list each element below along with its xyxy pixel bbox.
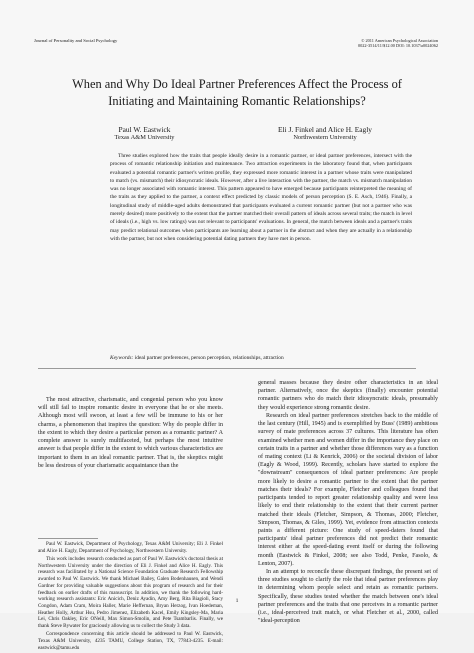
keywords (110, 355, 412, 361)
author-affiliation: Northwestern University (293, 134, 357, 142)
section-divider (38, 368, 416, 369)
abstract-text: Three studies explored how the traits that people ideally desire in a romantic partner, or ideal partner preferences, intersect with the process of romantic relationship initiation and maintenance. Two attraction experiments in the laboratory found that, when participants evaluated a potential romantic partner's written profile, they expressed more romantic interest in a partner whose traits were manipulated to match (vs. mismatch) their idiosyncratic ideals. However, after a live interaction with the partner, the match vs. mismatch manipulation was no longer associated with romantic interest. This pattern appeared to have emerged because participants reinterpreted the meaning of the traits as they applied to the partner, a context effect predicted by classic models of person perception (S. E. Asch, 1946). Finally, a longitudinal study of middle-aged adults demonstrated that participants evaluated a current romantic partner (but not a partner who was merely desired) more positively to the extent that the partner matched their overall pattern of ideals across several traits; the match in level of ideals (i.e., high vs. low ratings) was not relevant to participants' evaluations. In general, the match between ideals and a partner's traits may predict relational outcomes when participants are learning about a partner in the abstract and when they are actually in a relationship with the partner, but not when considering potential dating partners they have met in person. (110, 153, 412, 242)
body-left-column (38, 396, 223, 470)
copyright-block (358, 38, 438, 49)
title-line-1: When and Why Do Ideal Partner Preferences Affect the Process of (72, 77, 402, 91)
author-affiliation: Texas A&M University (114, 134, 175, 142)
footnote: Correspondence concerning this article should be addressed to Paul W. Eastwick, Texas A&M University, 4235 TAMU, College Station, TX, 77843-4235. E-mail: eastwick@tamu.edu (38, 631, 223, 651)
abstract (110, 152, 412, 243)
author-name: Paul W. Eastwick (118, 125, 171, 134)
copyright-line: © 2011 American Psychological Association (361, 38, 438, 43)
footnote-divider (38, 538, 98, 539)
author-block-2 (240, 125, 410, 142)
keywords-label: Keywords: (110, 355, 134, 361)
title-line-2: Initiating and Maintaining Romantic Relationships? (108, 94, 366, 109)
body-paragraph: In an attempt to reconcile these discrepant findings, the present set of three studies sought to clarify the role that ideal partner preferences play in determining whom people select and retain as romantic partners. Specifically, these studies tested whether the match between one's ideal partner preferences and the traits that one perceives in a romantic partner (i.e., ideal-perceived trait match, or what Fletcher et al., 2000, called "ideal-perception (258, 569, 438, 625)
keywords-list: ideal partner preferences, person perception, relationships, attraction (134, 355, 284, 361)
body-paragraph: The most attractive, charismatic, and congenial person who you know will still fail to inspire romantic desire in everyone that he or she meets. Although most will swoon, at least a few will be immune to his or her charms, a phenomenon that inspires the question: Why do people differ in the extent to which they desire a particular person as a romantic partner? A complete answer is surely multifaceted, but perhaps the most intuitive answer is that people differ in the extent to which various characteristics are important to them in an ideal romantic partner. That is, the skeptics might be less desirous of your charismatic acquaintance than the (38, 397, 223, 469)
author-block-1 (82, 125, 207, 142)
doi-line: 0022-3514/11/$12.00 DOI: 10.1037/a0024062 (357, 43, 438, 49)
body-paragraph: Research on ideal partner preferences stretches back to the middle of the last century (Hill, 1945) and is exemplified by Buss' (1989) ambitious survey of mate preferences across 37 cultures. This literature has often examined whether men and women differ in the importance they place on certain traits in a partner and whether those differences vary as a function of mating context (Li & Kenrick, 2006) or the societal division of labor (Eagly & Wood, 1999). Recently, scholars have started to explore the "downstream" consequences of ideal partner preferences: Are people more likely to desire a romantic partner to the extent that the partner matches their ideals? For example, Fletcher and colleagues found that participants tended to report greater relationship quality and were less likely to end their relationship to the extent that their current partner matched their ideals (Fletcher, Simpson, & Thomas, 2000; Fletcher, Simpson, Thomas, & Giles, 1999). Yet, evidence from attraction contexts paints a different picture: One study of speed-daters found that participants' ideal partner preferences did not predict their romantic interest either at the speed-dating event itself or during the following month (Eastwick & Finkel, 2008; see also Todd, Penke, Fasolo, & Lenton, 2007). (258, 412, 438, 567)
footnote: This work includes research conducted as part of Paul W. Eastwick's doctoral thesis at Northwestern University under the direction of Eli J. Finkel and Alice H. Eagly. This research was facilitated by a National Science Foundation Graduate Research Fellowship awarded to Paul W. Eastwick. We thank Michael Bailey, Galen Bodenhausen, and Wendi Gardner for providing valuable suggestions about this program of research and for their feedback on earlier drafts of this manuscript. In addition, we thank the following hard-working research assistants: Eric Anicich, Deniz Ayadin, Amy Berg, Rita Biagioli, Stacy Congdon, Adam Cram, Moira Haller, Marie Heffernan, Bryan Herzog, Ivan Hoedeman, Heather Holly, Arthur Hsu, Pedro Jimenez, Elizabeth Kacel, Emily Kingsley-Ma, Maria Lei, Chris Oakley, Eric ONeill, Max Simon-Smolin, and Pete Tsambarlis. Finally, we thank Steve Bywater for graciously allowing us to collect the Study 3 data. (38, 555, 223, 630)
author-name: Eli J. Finkel and Alice H. Eagly (277, 125, 372, 134)
author-note (38, 541, 223, 653)
footnote: Paul W. Eastwick, Department of Psychology, Texas A&M University; Eli J. Finkel and Alice H. Eagly, Department of Psychology, Northwestern University. (38, 541, 223, 554)
body-paragraph: general masses because they desire other characteristics in an ideal partner. Alternatively, once the skeptics (finally) encounter potential romantic partners who do match their idiosyncratic ideals, presumably they would experience strong romantic desire. (258, 380, 438, 411)
body-right-column (258, 379, 438, 626)
page-number: 1 (235, 598, 239, 604)
journal-name: Journal of Personality and Social Psychology (34, 38, 118, 43)
article-title (40, 76, 434, 110)
